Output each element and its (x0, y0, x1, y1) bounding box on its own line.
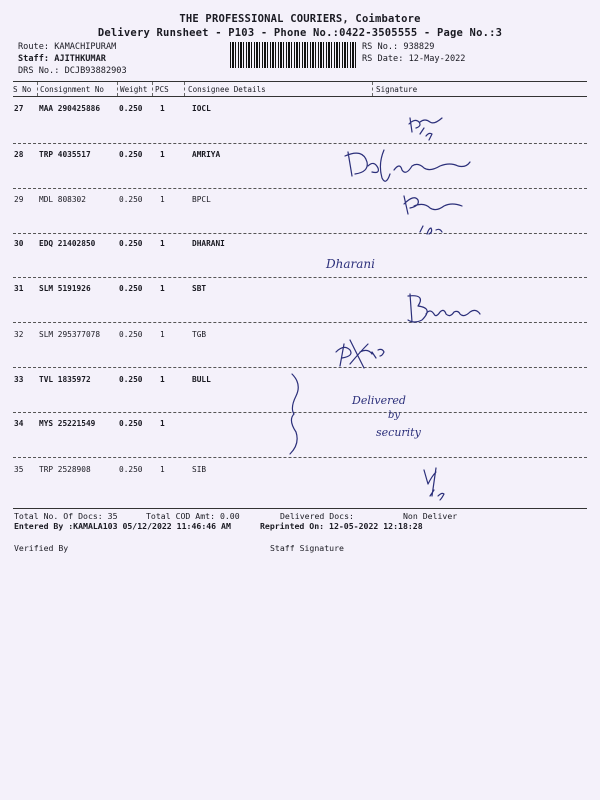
row-weight: 0.250 (119, 330, 143, 339)
table-row (0, 330, 600, 344)
table-row (0, 375, 600, 389)
row-consignment: MDL 808302 (39, 195, 86, 204)
table-row (0, 150, 600, 164)
staff-signature: Staff Signature (270, 543, 344, 553)
handwriting-security: security (376, 426, 421, 439)
row-pcs: 1 (160, 419, 165, 428)
runsheet-title: Delivery Runsheet - P103 - Phone No.:0422-3505555 - Page No.:3 (97, 27, 503, 39)
handwriting-by: by (388, 410, 401, 421)
col-separator (184, 82, 185, 96)
row-divider (13, 457, 587, 458)
col-separator (152, 82, 153, 96)
row-pcs: 1 (160, 150, 165, 159)
col-pcs: PCS (155, 85, 169, 94)
signature-row-31 (408, 294, 480, 322)
col-separator (37, 82, 38, 96)
row-consignment: TRP 4035517 (39, 150, 91, 159)
row-consignment: SLM 5191926 (39, 284, 91, 293)
table-bottom-rule (13, 508, 587, 509)
table-row (0, 284, 600, 298)
row-sno: 35 (14, 465, 24, 474)
handwriting-delivered: Delivered (352, 394, 406, 407)
signature-row-32 (336, 340, 384, 368)
delivered-docs: Delivered Docs: (280, 511, 354, 521)
row-consignment: SLM 295377078 (39, 330, 101, 339)
row-divider (13, 277, 587, 278)
row-pcs: 1 (160, 330, 165, 339)
row-divider (13, 412, 587, 413)
table-row (0, 419, 600, 433)
row-pcs: 1 (160, 195, 165, 204)
table-row (0, 195, 600, 209)
row-consignee: BULL (192, 375, 211, 384)
verified-by: Verified By (14, 543, 69, 553)
barcode (230, 42, 358, 68)
row-consignee: DHARANI (192, 239, 225, 248)
staff-label: Staff: AJITHKUMAR (18, 54, 106, 64)
row-consignment: TVL 1835972 (39, 375, 91, 384)
row-weight: 0.250 (119, 419, 143, 428)
total-cod: Total COD Amt: 0.00 (146, 511, 240, 521)
col-consignment: Consignment No (40, 85, 105, 94)
row-pcs: 1 (160, 284, 165, 293)
col-consignee: Consignee Details (188, 85, 266, 94)
row-consignment: TRP 2528908 (39, 465, 91, 474)
reprinted-on: Reprinted On: 12-05-2022 12:18:28 (260, 521, 423, 531)
row-divider (13, 188, 587, 189)
col-signature: Signature (376, 85, 418, 94)
drs-label: DRS No.: DCJB93882903 (18, 66, 127, 76)
route-label: Route: KAMACHIPURAM (18, 42, 117, 52)
row-consignment: MAA 290425886 (39, 104, 101, 113)
row-pcs: 1 (160, 104, 165, 113)
table-row (0, 465, 600, 479)
entered-by: Entered By :KAMALA103 05/12/2022 11:46:46 AM (14, 521, 231, 531)
row-pcs: 1 (160, 239, 165, 248)
col-separator (372, 82, 373, 96)
row-pcs: 1 (160, 375, 165, 384)
row-weight: 0.250 (119, 239, 143, 248)
row-consignee: SBT (192, 284, 207, 293)
col-separator (117, 82, 118, 96)
row-sno: 31 (14, 284, 24, 293)
row-divider (13, 143, 587, 144)
row-weight: 0.250 (119, 150, 143, 159)
table-row (0, 239, 600, 253)
row-weight: 0.250 (119, 284, 143, 293)
row-consignee: IOCL (192, 104, 211, 113)
row-divider (13, 233, 587, 234)
row-divider (13, 367, 587, 368)
header-rule-bottom (13, 96, 587, 97)
row-sno: 32 (14, 330, 24, 339)
non-delivered: Non Deliver (403, 511, 458, 521)
header-rule-top (13, 81, 587, 82)
table-row (0, 104, 600, 118)
row-sno: 30 (14, 239, 24, 248)
row-sno: 28 (14, 150, 24, 159)
signature-row-27 (409, 118, 442, 140)
row-consignee: TGB (192, 330, 207, 339)
row-consignment: MYS 25221549 (39, 419, 96, 428)
row-weight: 0.250 (119, 104, 143, 113)
col-weight: Weight (120, 85, 148, 94)
row-consignee: SIB (192, 465, 207, 474)
col-sno: S No (13, 85, 32, 94)
row-consignee: BPCL (192, 195, 211, 204)
row-consignee: AMRIYA (192, 150, 221, 159)
row-weight: 0.250 (119, 375, 143, 384)
rs-number: RS No.: 938829 (362, 42, 435, 52)
row-sno: 27 (14, 104, 24, 113)
rs-date: RS Date: 12-May-2022 (362, 54, 466, 64)
row-sno: 29 (14, 195, 24, 204)
row-weight: 0.250 (119, 465, 143, 474)
row-weight: 0.250 (119, 195, 143, 204)
row-divider (13, 322, 587, 323)
company-name: THE PROFESSIONAL COURIERS, Coimbatore (179, 13, 421, 25)
row-consignment: EDQ 21402850 (39, 239, 96, 248)
row-sno: 34 (14, 419, 24, 428)
total-docs: Total No. Of Docs: 35 (14, 511, 118, 521)
row-pcs: 1 (160, 465, 165, 474)
row-sno: 33 (14, 375, 24, 384)
handwriting-dharani: Dharani (326, 257, 375, 271)
